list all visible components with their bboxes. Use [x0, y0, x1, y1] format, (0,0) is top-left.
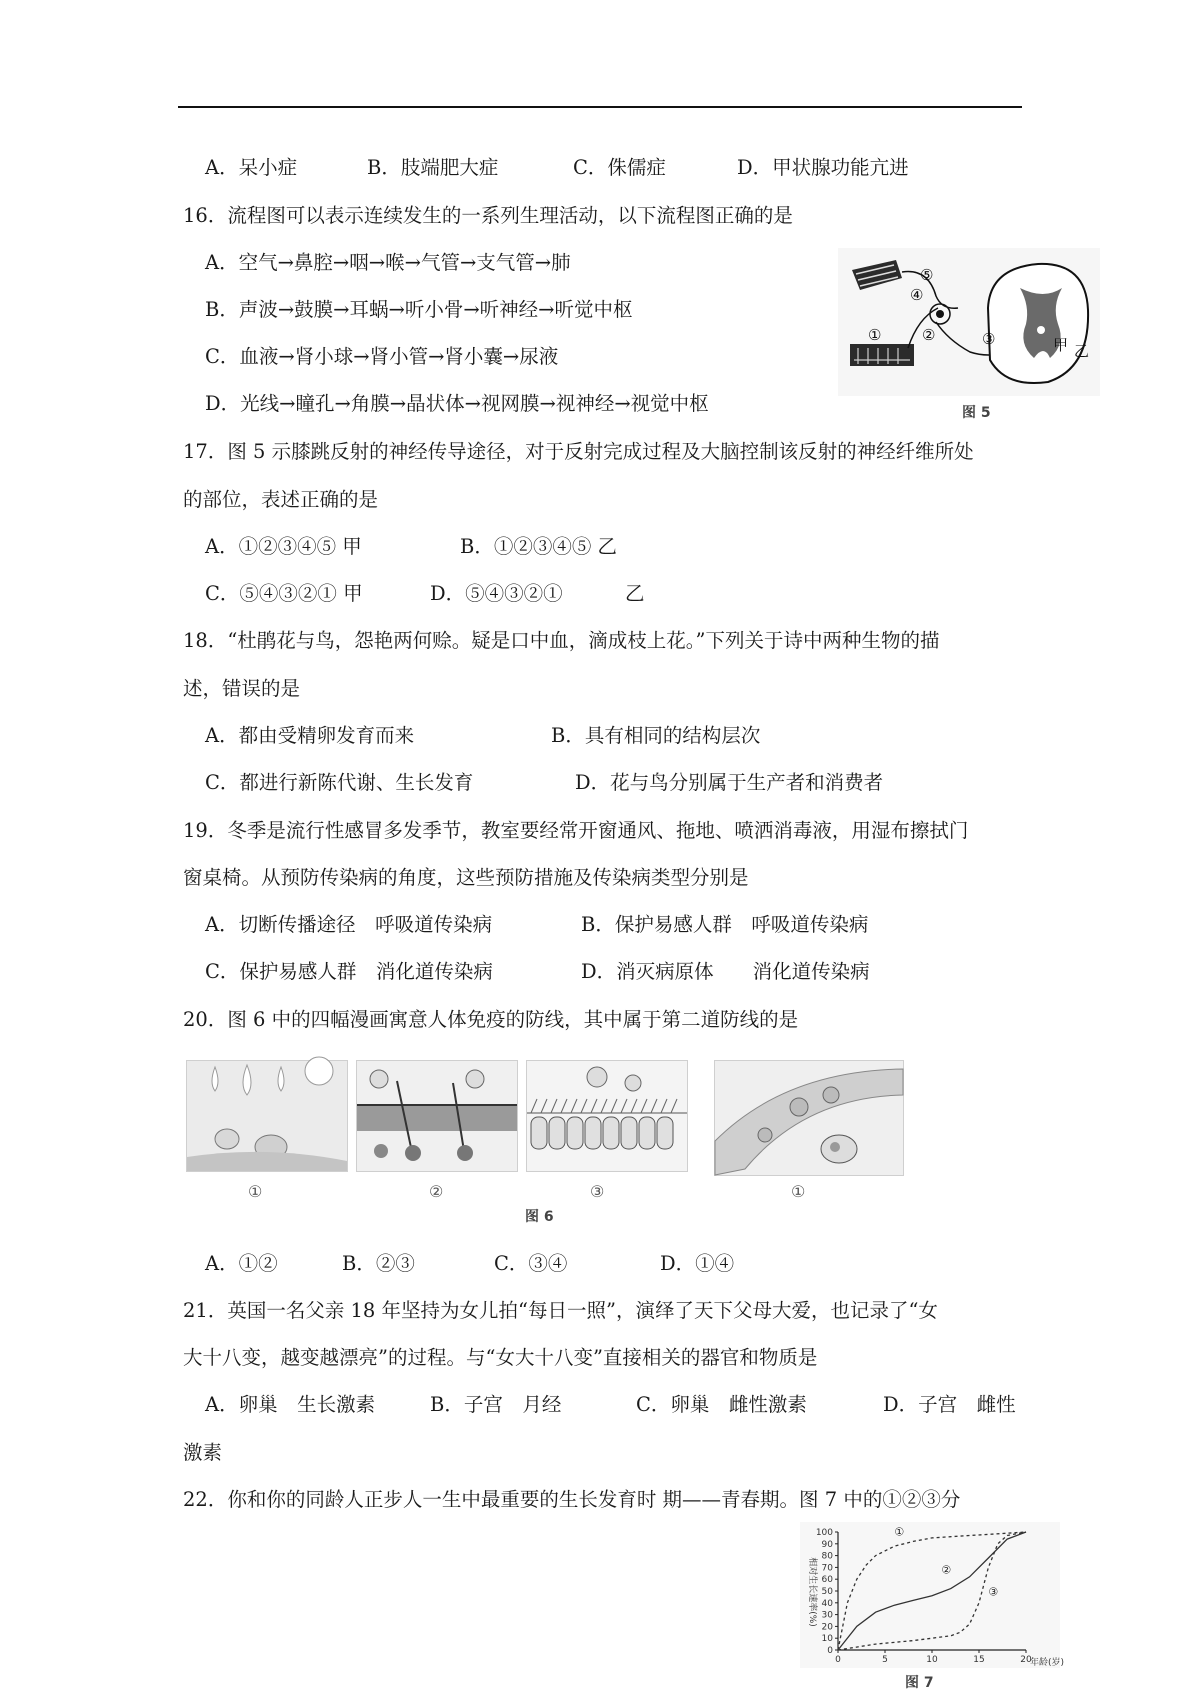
q18-option-d: D．花与鸟分别属于生产者和消费者: [575, 771, 884, 794]
q17-stem-line-1: 17．图 5 示膝跳反射的神经传导途径，对于反射完成过程及大脑控制该反射的神经纤维所处: [183, 440, 974, 463]
figure-6-label-2: ②: [429, 1182, 444, 1201]
figure-7-caption: 图 7: [905, 1675, 934, 1691]
chart-x-axis-label: 年龄(岁): [1030, 1658, 1065, 1668]
q20-option-d: D．①④: [660, 1252, 735, 1275]
q21-option-b: B．子宫 月经: [430, 1393, 562, 1416]
q16-option-b: B．声波→鼓膜→耳蜗→听小骨→听神经→听觉中枢: [205, 298, 633, 321]
chart-y-tick-label: 40: [821, 1598, 833, 1609]
q17-option-d: D．⑤④③②①: [430, 582, 563, 605]
q17-option-b: B．①②③④⑤ 乙: [460, 535, 618, 558]
chart-series-label-3: ③: [988, 1585, 999, 1599]
chart-y-tick-label: 30: [821, 1610, 833, 1621]
fig5-label-yi: 乙: [1074, 342, 1090, 360]
q17-option-a: A．①②③④⑤ 甲: [205, 535, 362, 558]
chart-y-tick-label: 100: [815, 1528, 833, 1538]
chart-y-tick-label: 10: [821, 1634, 833, 1645]
q16-option-a: A．空气→鼻腔→咽→喉→气管→支气管→肺: [205, 251, 571, 274]
chart-y-axis-label: 相对生长速率(%): [807, 1557, 817, 1627]
q21-stem-line-2: 大十八变，越变越漂亮”的过程。与“女大十八变”直接相关的器官和物质是: [183, 1346, 818, 1369]
q21-stem-line-1: 21．英国一名父亲 18 年坚持为女儿拍“每日一照”，演绎了天下父母大爱，也记录了“女: [183, 1299, 938, 1322]
figure-7-growth-chart: [800, 1522, 1065, 1668]
q20-option-c: C．③④: [494, 1252, 568, 1275]
q18-option-a: A．都由受精卵发育而来: [205, 724, 415, 747]
q17-option-d-suffix: 乙: [625, 582, 645, 605]
q20-option-a: A．①②: [205, 1252, 278, 1275]
chart-x-tick-label: 5: [882, 1655, 888, 1665]
chart-x-tick-label: 0: [835, 1655, 841, 1665]
chart-y-tick-label: 90: [821, 1539, 833, 1550]
figure-6-label-1: ①: [248, 1182, 263, 1201]
chart-y-tick-label: 50: [821, 1587, 833, 1597]
q19-stem-line-2: 窗桌椅。从预防传染病的角度，这些预防措施及传染病类型分别是: [183, 866, 749, 889]
fig5-label-2: ②: [922, 326, 936, 344]
figure-6-panel-1: [186, 1060, 348, 1172]
figure-6-panel-4: [714, 1060, 904, 1176]
figure-6-caption: 图 6: [525, 1209, 554, 1225]
chart-series-label-2: ②: [941, 1563, 952, 1577]
fig5-label-5: ⑤: [920, 266, 934, 284]
receptor-shape: [850, 344, 914, 366]
q19-option-c: C．保护易感人群 消化道传染病: [205, 960, 493, 983]
chart-y-tick-label: 20: [821, 1622, 833, 1633]
q17-stem-line-2: 的部位，表述正确的是: [183, 488, 379, 511]
chart-x-tick-label: 20: [1020, 1655, 1032, 1665]
q17-option-c: C．⑤④③②① 甲: [205, 582, 363, 605]
fig5-label-jia: 甲: [1053, 336, 1069, 354]
q19-option-d: D．消灭病原体 消化道传染病: [581, 960, 870, 983]
q19-stem-line-1: 19．冬季是流行性感冒多发季节，教室要经常开窗通风、拖地、喷洒消毒液，用湿布擦拭门: [183, 819, 969, 842]
q20-stem: 20．图 6 中的四幅漫画寓意人体免疫的防线，其中属于第二道防线的是: [183, 1008, 799, 1031]
q16-stem: 16．流程图可以表示连续发生的一系列生理活动，以下流程图正确的是: [183, 204, 793, 227]
q15-option-b: B．肢端肥大症: [367, 156, 499, 179]
q21-option-d-continuation: 激素: [183, 1441, 223, 1464]
q22-stem: 22．你和你的同龄人正步人一生中最重要的生长发育时 期——青春期。图 7 中的①②③分: [183, 1488, 961, 1511]
q21-option-a: A．卵巢 生长激素: [205, 1393, 376, 1416]
figure-6-panel-3: [526, 1060, 688, 1172]
figure-5-reflex-diagram: [838, 248, 1100, 396]
fig5-label-4: ④: [910, 286, 924, 304]
chart-y-tick-label: 60: [821, 1575, 833, 1586]
figure-5-caption: 图 5: [962, 405, 991, 421]
chart-x-tick-label: 15: [973, 1655, 985, 1665]
q19-option-b: B．保护易感人群 呼吸道传染病: [581, 913, 869, 936]
q20-option-b: B．②③: [342, 1252, 415, 1275]
q18-option-c: C．都进行新陈代谢、生长发育: [205, 771, 474, 794]
chart-series-label-1: ①: [894, 1525, 905, 1539]
header-rule: [178, 106, 1022, 108]
q18-option-b: B．具有相同的结构层次: [551, 724, 761, 747]
q18-stem-line-2: 述，错误的是: [183, 677, 301, 700]
fig5-label-3: ③: [982, 330, 996, 348]
figure-6-label-3: ③: [590, 1182, 605, 1201]
q15-option-a: A．呆小症: [205, 156, 298, 179]
chart-x-tick-label: 10: [926, 1655, 938, 1665]
figure-6-panel-2: [356, 1060, 518, 1172]
q15-option-d: D．甲状腺功能亢进: [737, 156, 909, 179]
q21-option-c: C．卵巢 雌性激素: [636, 1393, 807, 1416]
chart-y-tick-label: 0: [827, 1646, 833, 1656]
figure-6-label-4: ①: [791, 1182, 806, 1201]
q19-option-a: A．切断传播途径 呼吸道传染病: [205, 913, 493, 936]
q21-option-d: D．子宫 雌性: [883, 1393, 1016, 1416]
fig5-label-1: ①: [868, 326, 882, 344]
q18-stem-line-1: 18．“杜鹃花与鸟，怨艳两何赊。疑是口中血，滴成枝上花。”下列关于诗中两种生物的描: [183, 629, 940, 652]
q15-option-c: C．侏儒症: [573, 156, 666, 179]
chart-y-tick-label: 80: [821, 1551, 833, 1562]
q16-option-d: D．光线→瞳孔→角膜→晶状体→视网膜→视神经→视觉中枢: [205, 392, 709, 415]
chart-y-tick-label: 70: [821, 1563, 833, 1574]
q16-option-c: C．血液→肾小球→肾小管→肾小囊→尿液: [205, 345, 559, 368]
